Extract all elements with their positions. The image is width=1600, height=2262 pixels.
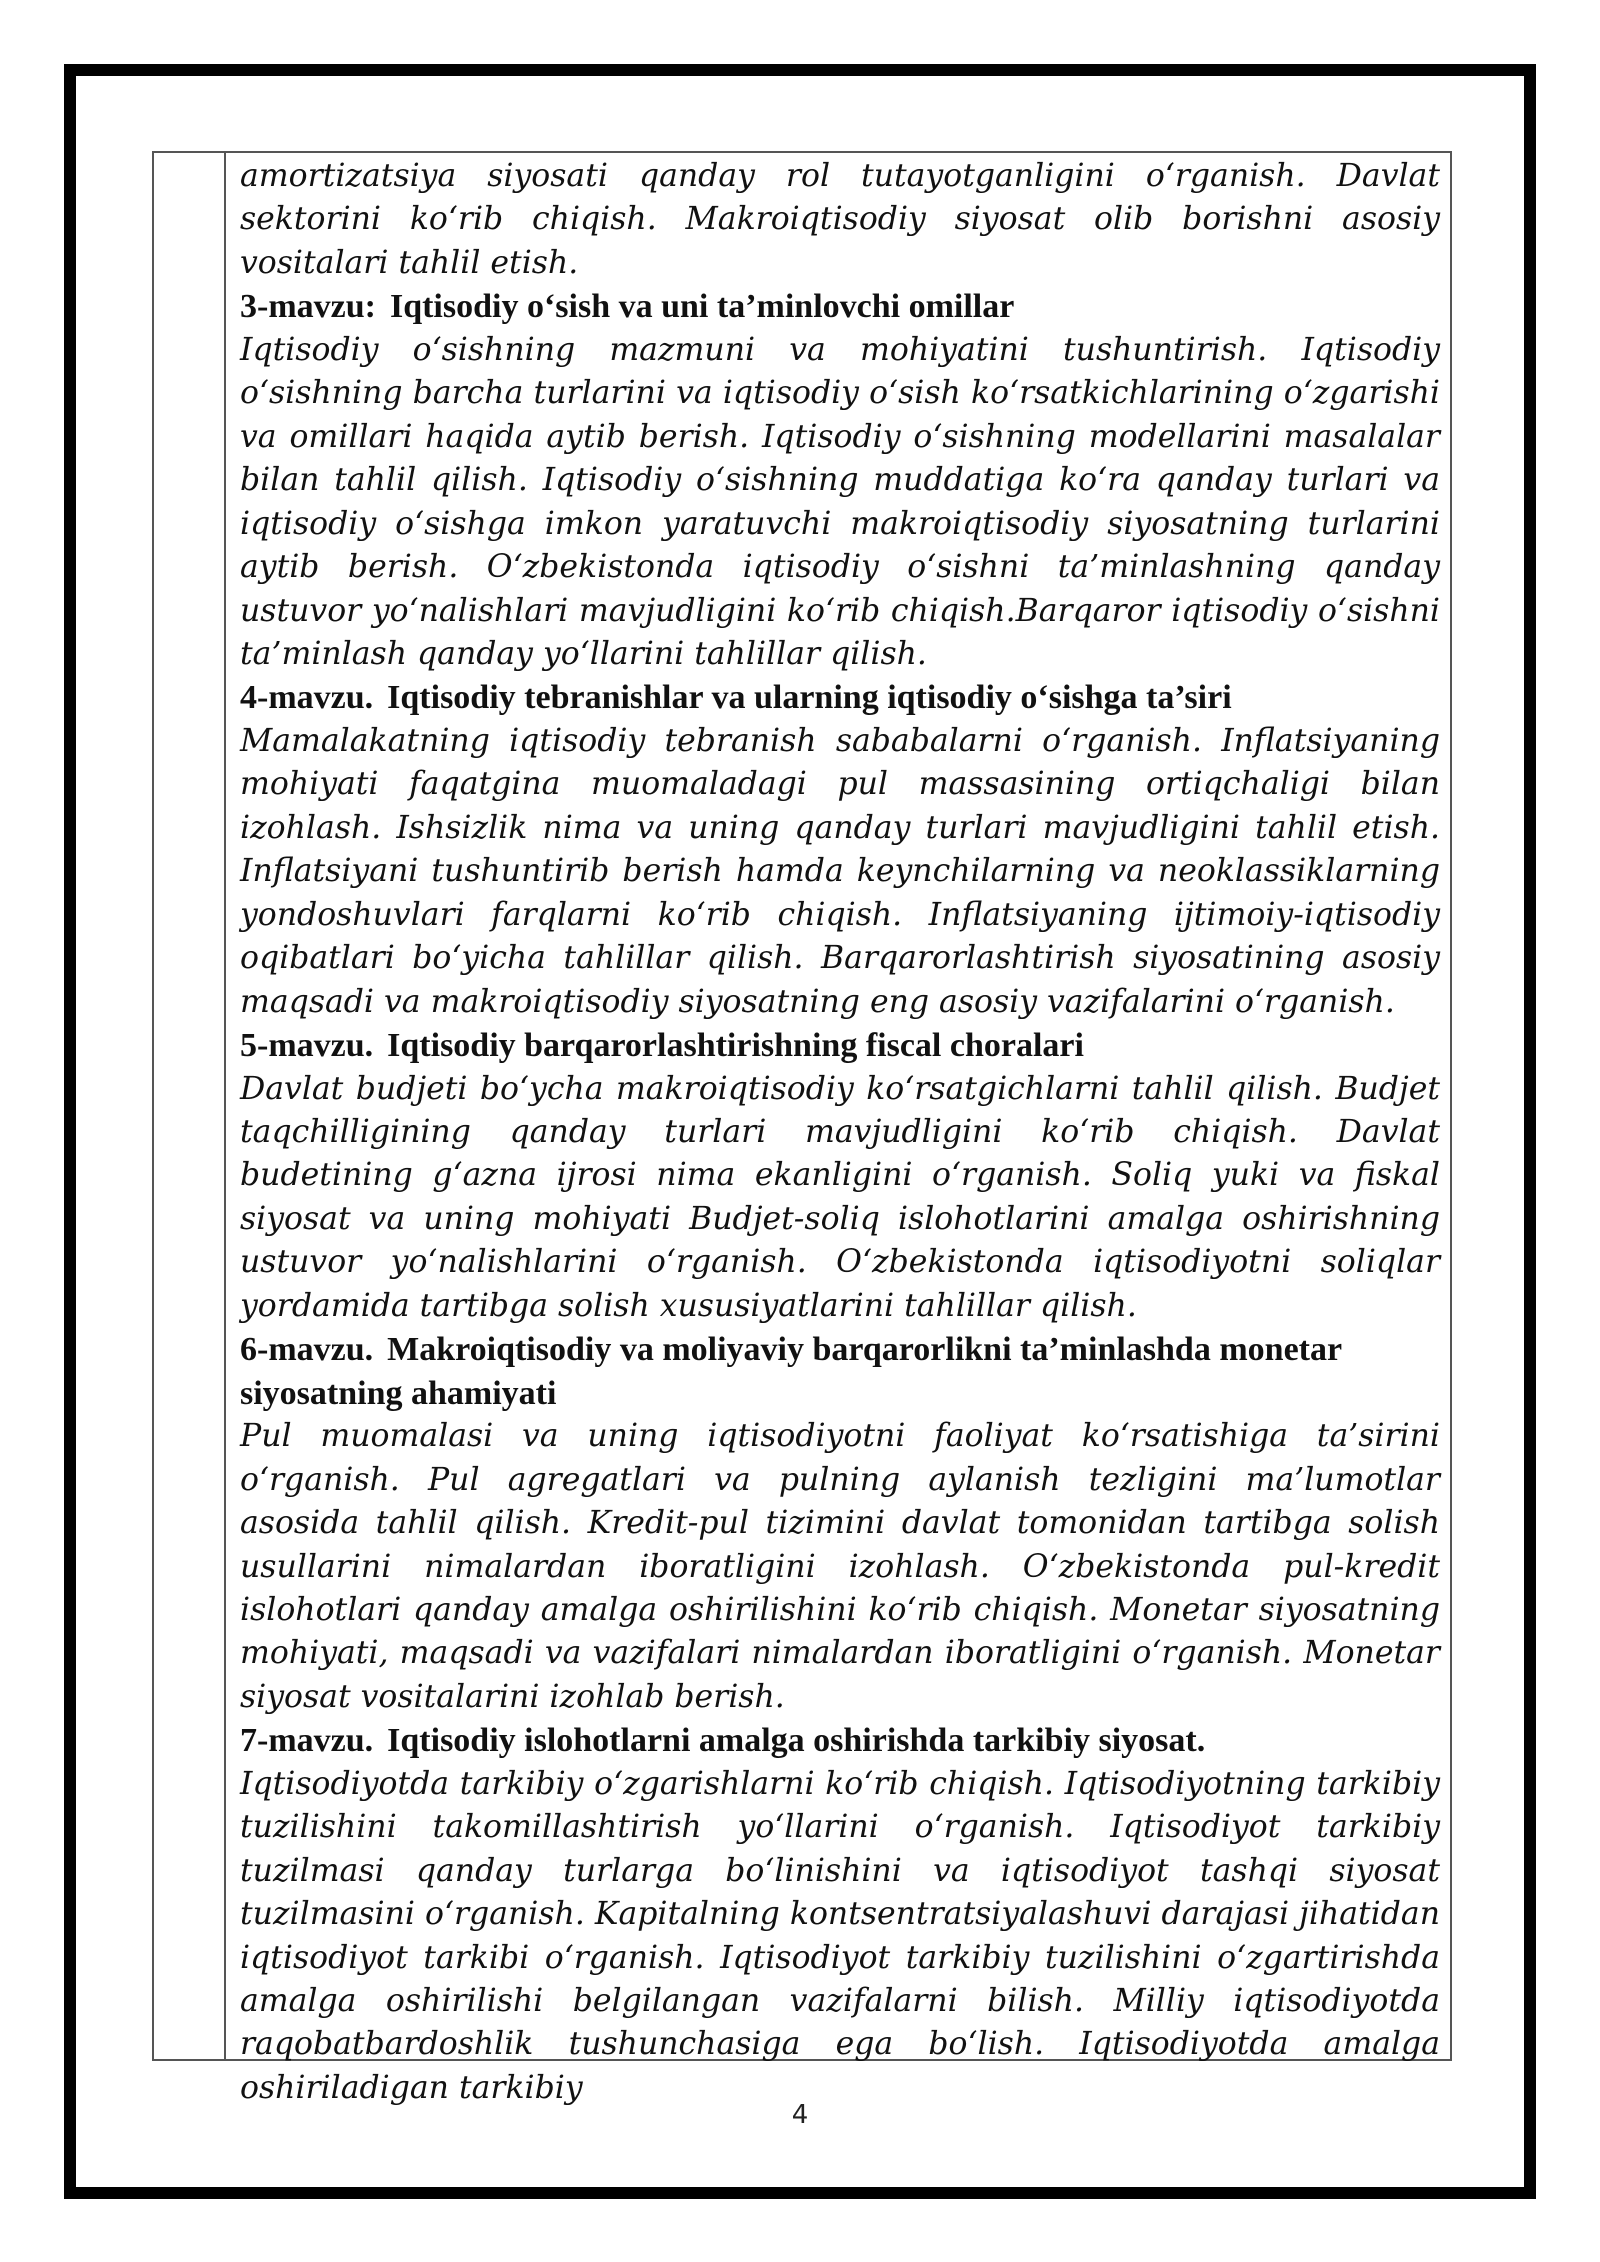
topic-6-title: Makroiqtisodiy va moliyaviy barqarorlikni ta’minlashda monetar siyosatning ahamiyati <box>240 1331 1342 1412</box>
topic-6-body: Pul muomalasi va uning iqtisodiyotni faoliyat ko‘rsatishiga ta’sirini o‘rganish. Pul agregatlari va pulning aylanish tezligini ma’lumotlar asosida tahlil qilish. Kredit-pul tizimini davlat tomonidan tartibga solish usullarini nimalardan iboratligini izohlash. O‘zbekistonda pul-kredit islohotlari qanday amalga oshirilishini ko‘rib chiqish. Monetar siyosatning mohiyati, maqsadi va vazifalari nimalardan iboratligini o‘rganish. Monetar siyosat vositalarini izohlab berish. <box>240 1418 1440 1715</box>
topic-7-title: Iqtisodiy islohotlarni amalga oshirishda tarkibiy siyosat. <box>387 1722 1206 1760</box>
topic-5-heading <box>240 1024 1440 1067</box>
topic-5-body: Davlat budjeti bo‘ycha makroiqtisodiy ko‘rsatgichlarni tahlil qilish. Budjet taqchilligining qanday turlari mavjudligini ko‘rib chiqish. Davlat budetining g‘azna ijrosi nima ekanligini o‘rganish. Soliq yuki va fiskal siyosat va uning mohiyati Budjet-soliq islohotlarini amalga oshirishning ustuvor yo‘nalishlarini o‘rganish. O‘zbekistonda iqtisodiyotni soliqlar yordamida tartibga solish xususiyatlarini tahlillar qilish. <box>240 1070 1440 1324</box>
topic-3-heading <box>240 285 1440 328</box>
topic-6-number: 6-mavzu. <box>240 1331 374 1369</box>
topic-7-number: 7-mavzu. <box>240 1722 374 1760</box>
topic-4-title: Iqtisodiy tebranishlar va ularning iqtisodiy o‘sishga ta’siri <box>387 679 1232 717</box>
topic-4-heading <box>240 676 1440 719</box>
topic-3-body: Iqtisodiy o‘sishning mazmuni va mohiyatini tushuntirish. Iqtisodiy o‘sishning barcha turlarini va iqtisodiy o‘sish ko‘rsatkichlarining o‘zgarishi va omillari haqida aytib berish. Iqtisodiy o‘sishning modellarini masalalar bilan tahlil qilish. Iqtisodiy o‘sishning muddatiga ko‘ra qanday turlari va iqtisodiy o‘sishga imkon yaratuvchi makroiqtisodiy siyosatning turlarini aytib berish. O‘zbekistonda iqtisodiy o‘sishni ta’minlashning qanday ustuvor yo‘nalishlari mavjudligini ko‘rib chiqish.Barqaror iqtisodiy o‘sishni ta’minlash qanday yo‘llarini tahlillar qilish. <box>240 331 1440 672</box>
content-table <box>152 151 1452 2106</box>
topic-7-body: Iqtisodiyotda tarkibiy o‘zgarishlarni ko‘rib chiqish. Iqtisodiyotning tarkibiy tuzilishini takomillashtirish yo‘llarini o‘rganish. Iqtisodiyot tarkibiy tuzilmasi qanday turlarga bo‘linishini va iqtisodiyot tashqi siyosat tuzilmasini o‘rganish. Kapitalning kontsentratsiyalashuvi darajasi jihatidan iqtisodiyot tarkibi o‘rganish. Iqtisodiyot tarkibiy tuzilishini o‘zgartirishda amalga oshirilishi belgilangan vazifalarni bilish. Milliy iqtisodiyotda raqobatbardoshlik tushunchasiga ega bo‘lish. Iqtisodiyotda amalga oshiriladigan tarkibiy <box>240 1765 1440 2106</box>
page-number: 4 <box>791 2100 809 2130</box>
intro-paragraph: amortizatsiya siyosati qanday rol tutayotganligini o‘rganish. Davlat sektorini ko‘rib chiqish. Makroiqtisodiy siyosat olib borishni asosiy vositalari tahlil etish. <box>240 158 1440 281</box>
topic-4-number: 4-mavzu. <box>240 679 374 717</box>
topic-5-number: 5-mavzu. <box>240 1027 374 1065</box>
table-left-column <box>154 153 226 2059</box>
table-text-column <box>240 155 1440 2110</box>
topic-7-heading <box>240 1719 1440 1762</box>
topic-3-number: 3-mavzu: <box>240 288 376 326</box>
topic-6-heading <box>240 1328 1440 1415</box>
topic-5-title: Iqtisodiy barqarorlashtirishning fiscal choralari <box>387 1027 1084 1065</box>
topic-4-body: Mamalakatning iqtisodiy tebranish sababalarni o‘rganish. Inflatsiyaning mohiyati faqatgina muomaladagi pul massasining ortiqchaligi bilan izohlash. Ishsizlik nima va uning qanday turlari mavjudligini tahlil etish. Inflatsiyani tushuntirib berish hamda keynchilarning va neoklassiklarning yondoshuvlari farqlarni ko‘rib chiqish. Inflatsiyaning ijtimoiy-iqtisodiy oqibatlari bo‘yicha tahlillar qilish. Barqarorlashtirish siyosatining asosiy maqsadi va makroiqtisodiy siyosatning eng asosiy vazifalarini o‘rganish. <box>240 722 1440 1020</box>
topic-3-title: Iqtisodiy o‘sish va uni ta’minlovchi omillar <box>389 288 1015 326</box>
